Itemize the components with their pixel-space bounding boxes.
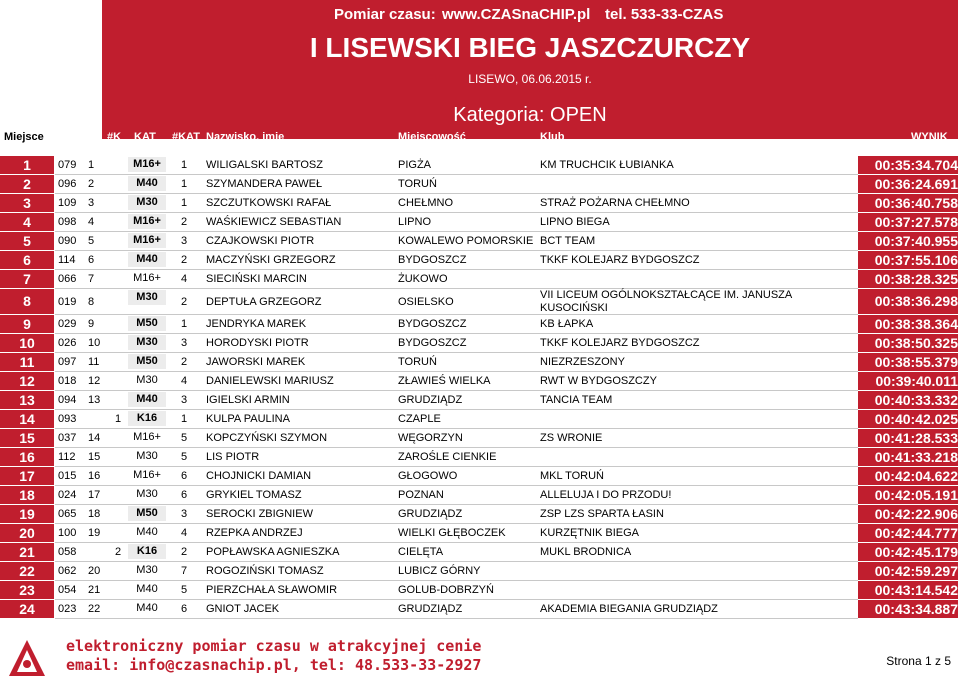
katn-cell: 1 [181,197,188,209]
katn-cell: 5 [181,451,188,463]
katn-cell: 2 [181,216,188,228]
name-cell: KULPA PAULINA [206,413,290,425]
place-cell: 20 [0,524,54,542]
katn-cell: 4 [181,375,188,387]
place-cell: 5 [0,232,54,250]
nr-cell: 037 [58,432,77,444]
nr-cell: 024 [58,489,77,501]
name-cell: IGIELSKI ARMIN [206,394,290,406]
kat-cell: M30 [136,488,158,500]
col-kat: KAT [134,131,156,143]
m-cell: 4 [88,216,95,228]
club-cell: ZS WRONIE [540,432,603,444]
table-row [0,467,959,486]
nr-cell: 066 [58,273,77,285]
nr-cell: 100 [58,527,77,539]
k-cell: 2 [115,546,122,558]
city-cell: WĘGORZYN [398,432,463,444]
nr-cell: 023 [58,603,77,615]
club-cell: BCT TEAM [540,235,596,247]
kat-cell: M50 [128,316,166,331]
name-cell: GRYKIEL TOMASZ [206,489,302,501]
place-cell: 14 [0,410,54,428]
name-cell: GNIOT JACEK [206,603,280,615]
place-cell: 4 [0,213,54,231]
place-cell: 21 [0,543,54,561]
table-row [0,194,959,213]
result-cell: 00:38:38.364 [858,315,958,333]
club-cell: MKL TORUŃ [540,470,604,482]
result-cell: 00:39:40.011 [858,372,958,390]
city-cell: CZAPLE [398,413,441,425]
place-cell: 23 [0,581,54,599]
result-cell: 00:37:55.106 [858,251,958,269]
katn-cell: 2 [181,296,188,308]
club-cell: TKKF KOLEJARZ BYDGOSZCZ [540,254,700,266]
club-cell: ALLELUJA I DO PRZODU! [540,489,672,501]
kat-cell: M16+ [128,157,166,172]
kat-cell: M16+ [133,431,161,443]
nr-cell: 096 [58,178,77,190]
table-row [0,251,959,270]
m-cell: 12 [88,375,101,387]
kat-cell: M40 [136,583,158,595]
nr-cell: 029 [58,318,77,330]
result-cell: 00:42:59.297 [858,562,958,580]
page-number: Strona 1 z 5 [886,654,951,668]
club-cell: VII LICEUM OGÓLNOKSZTAŁCĄCE IM. JANUSZA [540,289,793,301]
banner-phone: tel. 533-33-CZAS [605,5,724,23]
table-row [0,315,959,334]
city-cell: BYDGOSZCZ [398,318,467,330]
katn-cell: 3 [181,508,188,520]
name-cell: SIECIŃSKI MARCIN [206,273,307,285]
city-cell: KOWALEWO POMORSKIE [398,235,534,247]
name-cell: WILIGALSKI BARTOSZ [206,159,323,171]
m-cell: 19 [88,527,101,539]
city-cell: BYDGOSZCZ [398,337,467,349]
place-cell: 18 [0,486,54,504]
city-cell: GRUDZIĄDZ [398,603,463,615]
katn-cell: 3 [181,394,188,406]
table-row [0,410,959,429]
city-cell: LUBICZ GÓRNY [398,565,481,577]
nr-cell: 058 [58,546,77,558]
nr-cell: 094 [58,394,77,406]
m-cell: 17 [88,489,101,501]
name-cell: DANIELEWSKI MARIUSZ [206,375,334,387]
result-cell: 00:35:34.704 [858,156,958,174]
m-cell: 14 [88,432,101,444]
kat-cell: K16 [128,544,166,559]
club-cell: MUKL BRODNICA [540,546,632,558]
place-cell: 17 [0,467,54,485]
city-cell: TORUŃ [398,178,437,190]
name-cell: LIS PIOTR [206,451,260,463]
nr-cell: 065 [58,508,77,520]
club-cell: AKADEMIA BIEGANIA GRUDZIĄDZ [540,603,718,615]
city-cell: TORUŃ [398,356,437,368]
result-cell: 00:36:24.691 [858,175,958,193]
kat-cell: M16+ [133,272,161,284]
m-cell: 22 [88,603,101,615]
table-row [0,429,959,448]
katn-cell: 1 [181,413,188,425]
m-cell: 9 [88,318,95,330]
city-cell: LIPNO [398,216,432,228]
name-cell: KOPCZYŃSKI SZYMON [206,432,328,444]
table-row [0,213,959,232]
result-cell: 00:41:33.218 [858,448,958,466]
m-cell: 8 [88,296,95,308]
nr-cell: 114 [58,254,76,266]
city-cell: ZAROŚLE CIENKIE [398,451,497,463]
city-cell: GŁOGOWO [398,470,458,482]
place-cell: 22 [0,562,54,580]
city-cell: GRUDZIĄDZ [398,508,463,520]
city-cell: GRUDZIĄDZ [398,394,463,406]
nr-cell: 062 [58,565,77,577]
katn-cell: 1 [181,318,188,330]
place-cell: 16 [0,448,54,466]
result-cell: 00:40:33.332 [858,391,958,409]
table-row [0,353,959,372]
row-divider [55,618,858,619]
katn-cell: 4 [181,527,188,539]
result-cell: 00:37:27.578 [858,213,958,231]
nr-cell: 098 [58,216,77,228]
m-cell: 2 [88,178,95,190]
katn-cell: 2 [181,356,188,368]
table-row [0,562,959,581]
result-cell: 00:38:50.325 [858,334,958,352]
m-cell: 13 [88,394,101,406]
m-cell: 18 [88,508,101,520]
katn-cell: 5 [181,584,188,596]
katn-cell: 6 [181,603,188,615]
name-cell: JENDRYKA MAREK [206,318,307,330]
city-cell: CIELĘTA [398,546,444,558]
event-date-place: LISEWO, 06.06.2015 r. [468,72,592,86]
name-cell: DEPTUŁA GRZEGORZ [206,296,322,308]
club-cell: TKKF KOLEJARZ BYDGOSZCZ [540,337,700,349]
m-cell: 5 [88,235,95,247]
kat-cell: M40 [128,252,166,267]
name-cell: POPŁAWSKA AGNIESZKA [206,546,340,558]
katn-cell: 4 [181,273,188,285]
kat-cell: M40 [136,526,158,538]
result-cell: 00:37:40.955 [858,232,958,250]
city-cell: PIGŻA [398,159,432,171]
katn-cell: 3 [181,337,188,349]
katn-cell: 3 [181,235,188,247]
city-cell: CHEŁMNO [398,197,454,209]
nr-cell: 097 [58,356,77,368]
col-katn: #KAT [172,131,200,143]
col-k: #K [107,131,122,143]
result-cell: 00:43:34.887 [858,600,958,618]
result-cell: 00:42:45.179 [858,543,958,561]
place-cell: 12 [0,372,54,390]
kat-cell: M16+ [128,214,166,229]
place-cell: 13 [0,391,54,409]
nr-cell: 079 [58,159,77,171]
place-cell: 9 [0,315,54,333]
name-cell: HORODYSKI PIOTR [206,337,309,349]
result-cell: 00:38:36.298 [858,289,958,314]
table-row [0,175,959,194]
kat-cell: M50 [128,354,166,369]
place-cell: 10 [0,334,54,352]
name-cell: SEROCKI ZBIGNIEW [206,508,313,520]
k-cell: 1 [115,413,122,425]
kat-cell: M30 [136,374,158,386]
katn-cell: 6 [181,470,188,482]
col-result: WYNIK [911,131,948,143]
category-title: Kategoria: OPEN [453,104,607,126]
name-cell: CZAJKOWSKI PIOTR [206,235,315,247]
col-name: Nazwisko, imię [206,131,285,143]
result-cell: 00:42:05.191 [858,486,958,504]
kat-cell: M30 [128,195,166,210]
name-cell: JAWORSKI MAREK [206,356,306,368]
col-city: Miejscowość [398,131,466,143]
name-cell: SZYMANDERA PAWEŁ [206,178,323,190]
nr-cell: 015 [58,470,77,482]
table-row [0,156,959,175]
katn-cell: 6 [181,489,188,501]
city-cell: WIELKI GŁĘBOCZEK [398,527,506,539]
result-cell: 00:42:22.906 [858,505,958,523]
city-cell: ŻUKOWO [398,273,448,285]
kat-cell: M30 [128,335,166,350]
timing-banner [102,0,958,28]
katn-cell: 5 [181,432,188,444]
place-cell: 19 [0,505,54,523]
m-cell: 15 [88,451,101,463]
kat-cell: M16+ [133,469,161,481]
table-row [0,524,959,543]
city-cell: OSIELSKO [398,296,454,308]
club-cell-line2: KUSOCIŃSKI [540,302,608,314]
name-cell: RZEPKA ANDRZEJ [206,527,303,539]
place-cell: 1 [0,156,54,174]
place-cell: 3 [0,194,54,212]
city-cell: POZNAN [398,489,444,501]
nr-cell: 018 [58,375,77,387]
m-cell: 11 [88,356,100,368]
event-title: I LISEWSKI BIEG JASZCZURCZY [309,32,751,63]
table-row [0,334,959,353]
nr-cell: 112 [58,451,76,463]
katn-cell: 1 [181,159,188,171]
m-cell: 3 [88,197,95,209]
result-cell: 00:42:04.622 [858,467,958,485]
footer-slogan: elektroniczny pomiar czasu w atrakcyjnej cenie [66,637,482,655]
result-cell: 00:38:55.379 [858,353,958,371]
table-row [0,486,959,505]
m-cell: 7 [88,273,95,285]
kat-cell: M50 [128,506,166,521]
kat-cell: K16 [128,411,166,426]
table-row [0,448,959,467]
katn-cell: 7 [181,565,188,577]
place-cell: 6 [0,251,54,269]
club-cell: KB ŁAPKA [540,318,594,330]
m-cell: 20 [88,565,101,577]
result-cell: 00:42:44.777 [858,524,958,542]
place-cell: 15 [0,429,54,447]
club-cell: KM TRUCHCIK ŁUBIANKA [540,159,674,171]
nr-cell: 026 [58,337,77,349]
results-header [102,28,958,139]
name-cell: PIERZCHAŁA SŁAWOMIR [206,584,338,596]
col-club: Klub [540,131,565,143]
city-cell: BYDGOSZCZ [398,254,467,266]
banner-label: Pomiar czasu: [334,5,436,23]
name-cell: SZCZUTKOWSKI RAFAŁ [206,197,332,209]
club-cell: ZSP LZS SPARTA ŁASIN [540,508,664,520]
kat-cell: M40 [128,176,166,191]
club-cell: NIEZRZESZONY [540,356,625,368]
banner-site[interactable]: www.CZASnaCHIP.pl [442,5,591,23]
nr-cell: 019 [58,296,77,308]
city-cell: ZŁAWIEŚ WIELKA [398,375,491,387]
katn-cell: 2 [181,546,188,558]
kat-cell: M30 [128,290,166,305]
result-cell: 00:38:28.325 [858,270,958,288]
footer [0,634,959,680]
club-cell: KURZĘTNIK BIEGA [540,527,640,539]
kat-cell: M16+ [128,233,166,248]
footer-contact: email: info@czasnachip.pl, tel: 48.533-33-2927 [66,656,482,674]
col-nr: NR [58,131,74,143]
col-miejsce: Miejsce [4,131,44,143]
column-headers [0,128,959,148]
name-cell: CHOJNICKI DAMIAN [206,470,312,482]
place-cell: 24 [0,600,54,618]
nr-cell: 109 [58,197,77,209]
result-cell: 00:40:42.025 [858,410,958,428]
city-cell: GOLUB-DOBRZYŃ [398,584,494,596]
m-cell: 6 [88,254,95,266]
table-row [0,600,959,619]
table-row [0,372,959,391]
result-cell: 00:41:28.533 [858,429,958,447]
club-cell: RWT W BYDGOSZCZY [540,375,657,387]
kat-cell: M30 [136,564,158,576]
table-row [0,543,959,562]
katn-cell: 1 [181,178,188,190]
katn-cell: 2 [181,254,188,266]
m-cell: 21 [88,584,101,596]
m-cell: 16 [88,470,101,482]
name-cell: WAŚKIEWICZ SEBASTIAN [206,216,342,228]
m-cell: 10 [88,337,101,349]
place-cell: 7 [0,270,54,288]
nr-cell: 093 [58,413,77,425]
place-cell: 11 [0,353,54,371]
m-cell: 1 [88,159,95,171]
table-row [0,581,959,600]
place-cell: 8 [0,289,54,314]
club-cell: STRAŻ POŻARNA CHEŁMNO [540,197,690,209]
col-m: #M [84,131,100,143]
name-cell: MACZYŃSKI GRZEGORZ [206,254,336,266]
name-cell: ROGOZIŃSKI TOMASZ [206,565,324,577]
club-cell: TANCIA TEAM [540,394,613,406]
place-cell: 2 [0,175,54,193]
result-cell: 00:36:40.758 [858,194,958,212]
kat-cell: M30 [136,450,158,462]
timing-logo-icon [5,636,49,680]
table-row [0,391,959,410]
table-row [0,505,959,524]
club-cell: LIPNO BIEGA [540,216,610,228]
table-row [0,270,959,289]
kat-cell: M40 [128,392,166,407]
nr-cell: 054 [58,584,77,596]
kat-cell: M40 [136,602,158,614]
table-row [0,232,959,251]
nr-cell: 090 [58,235,77,247]
table-row [0,289,959,315]
result-cell: 00:43:14.542 [858,581,958,599]
